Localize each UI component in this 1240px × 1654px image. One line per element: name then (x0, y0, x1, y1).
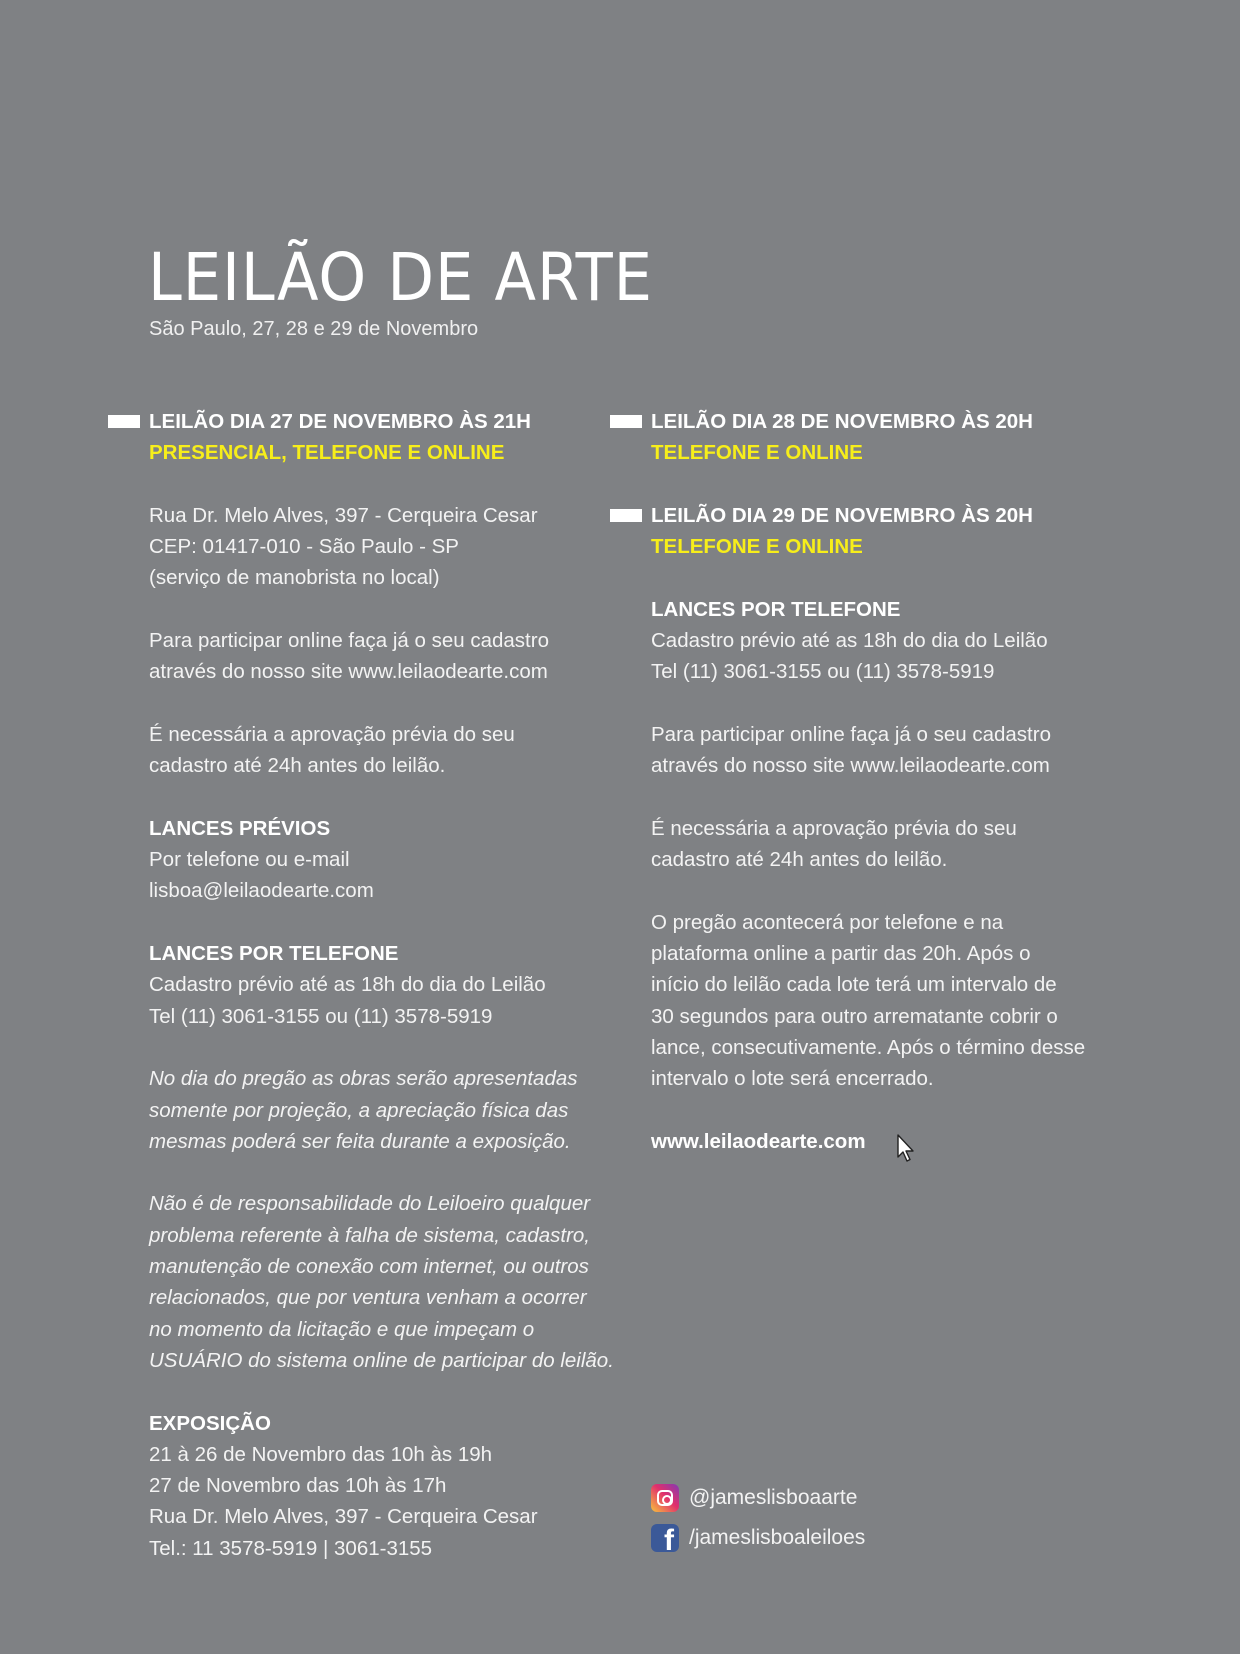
lances-telefone-heading: LANCES POR TELEFONE (651, 597, 901, 621)
auction-29-heading: LEILÃO DIA 29 DE NOVEMBRO ÀS 20H (651, 500, 1111, 531)
projection-note-line: No dia do pregão as obras serão apresentadas (149, 1067, 578, 1091)
website-link[interactable]: www.leilaodearte.com (651, 1129, 866, 1153)
auction-27-heading: LEILÃO DIA 27 DE NOVEMBRO ÀS 21H (149, 406, 619, 437)
exposicao-line: Tel.: 11 3578-5919 | 3061-3155 (149, 1536, 433, 1560)
disclaimer-line: no momento da licitação e que impeçam o (149, 1317, 535, 1341)
pregao-line: lance, consecutivamente. Após o término desse (651, 1035, 1086, 1059)
address-line: (serviço de manobrista no local) (149, 566, 440, 590)
projection-note-line: somente por projeção, a apreciação física das (149, 1098, 569, 1122)
address-line: Rua Dr. Melo Alves, 397 - Cerqueira Cesar (149, 503, 538, 527)
online-info-line: através do nosso site www.leilaodearte.com (149, 660, 548, 684)
auction-29-mode: TELEFONE E ONLINE (651, 535, 863, 559)
disclaimer-line: relacionados, que por ventura venham a ocorrer (149, 1286, 587, 1310)
online-info-line: através do nosso site www.leilaodearte.com (651, 754, 1050, 778)
exposicao-line: Rua Dr. Melo Alves, 397 - Cerqueira Cesar (149, 1505, 538, 1529)
lances-telefone-line: Cadastro prévio até as 18h do dia do Leilão (149, 973, 546, 997)
bullet-marker (108, 415, 140, 428)
right-column (651, 406, 1111, 1157)
lances-previos-line: Por telefone ou e-mail (149, 848, 350, 872)
auction-28-mode: TELEFONE E ONLINE (651, 441, 863, 465)
bullet-marker (610, 509, 642, 522)
disclaimer-line: USUÁRIO do sistema online de participar do leilão. (149, 1348, 614, 1372)
email-link[interactable]: lisboa@leilaodearte.com (149, 879, 374, 903)
auction-27-mode: PRESENCIAL, TELEFONE E ONLINE (149, 441, 505, 465)
facebook-link[interactable] (651, 1518, 865, 1558)
lances-previos-heading: LANCES PRÉVIOS (149, 816, 331, 840)
pregao-line: O pregão acontecerá por telefone e na (651, 910, 1004, 934)
online-info-line: Para participar online faça já o seu cadastro (149, 629, 549, 653)
approval-line: cadastro até 24h antes do leilão. (149, 754, 446, 778)
left-column (149, 406, 619, 1564)
mouse-cursor-icon (896, 1134, 916, 1164)
disclaimer-line: manutenção de conexão com internet, ou outros (149, 1255, 589, 1279)
lances-telefone-line: Cadastro prévio até as 18h do dia do Leilão (651, 629, 1048, 653)
bullet-marker (610, 415, 642, 428)
facebook-handle: /jameslisboaleiloes (689, 1526, 866, 1549)
exposicao-line: 21 à 26 de Novembro das 10h às 19h (149, 1442, 493, 1466)
facebook-icon (651, 1524, 679, 1552)
instagram-icon (651, 1484, 679, 1512)
approval-line: É necessária a aprovação prévia do seu (149, 722, 515, 746)
lances-telefone-line: Tel (11) 3061-3155 ou (11) 3578-5919 (149, 1004, 493, 1028)
address-line: CEP: 01417-010 - São Paulo - SP (149, 535, 459, 559)
pregao-line: intervalo o lote será encerrado. (651, 1067, 934, 1091)
exposicao-line: 27 de Novembro das 10h às 17h (149, 1474, 447, 1498)
auction-28-heading: LEILÃO DIA 28 DE NOVEMBRO ÀS 20H (651, 406, 1111, 437)
approval-line: É necessária a aprovação prévia do seu (651, 816, 1017, 840)
social-links (651, 1478, 865, 1558)
online-info-line: Para participar online faça já o seu cadastro (651, 722, 1051, 746)
projection-note-line: mesmas poderá ser feita durante a exposição. (149, 1129, 571, 1153)
exposicao-heading: EXPOSIÇÃO (149, 1411, 271, 1435)
pregao-line: início do leilão cada lote terá um intervalo de (651, 973, 1057, 997)
pregao-line: 30 segundos para outro arrematante cobrir o (651, 1004, 1058, 1028)
approval-line: cadastro até 24h antes do leilão. (651, 848, 948, 872)
disclaimer-line: problema referente à falha de sistema, cadastro, (149, 1223, 590, 1247)
page-subtitle: São Paulo, 27, 28 e 29 de Novembro (149, 318, 479, 340)
instagram-handle: @jameslisboaarte (689, 1486, 858, 1509)
disclaimer-line: Não é de responsabilidade do Leiloeiro qualquer (149, 1192, 591, 1216)
lances-telefone-line: Tel (11) 3061-3155 ou (11) 3578-5919 (651, 660, 995, 684)
page-title: LEILÃO DE ARTE (148, 239, 653, 316)
lances-telefone-heading: LANCES POR TELEFONE (149, 942, 399, 966)
pregao-line: plataforma online a partir das 20h. Após o (651, 942, 1031, 966)
instagram-link[interactable] (651, 1478, 865, 1518)
